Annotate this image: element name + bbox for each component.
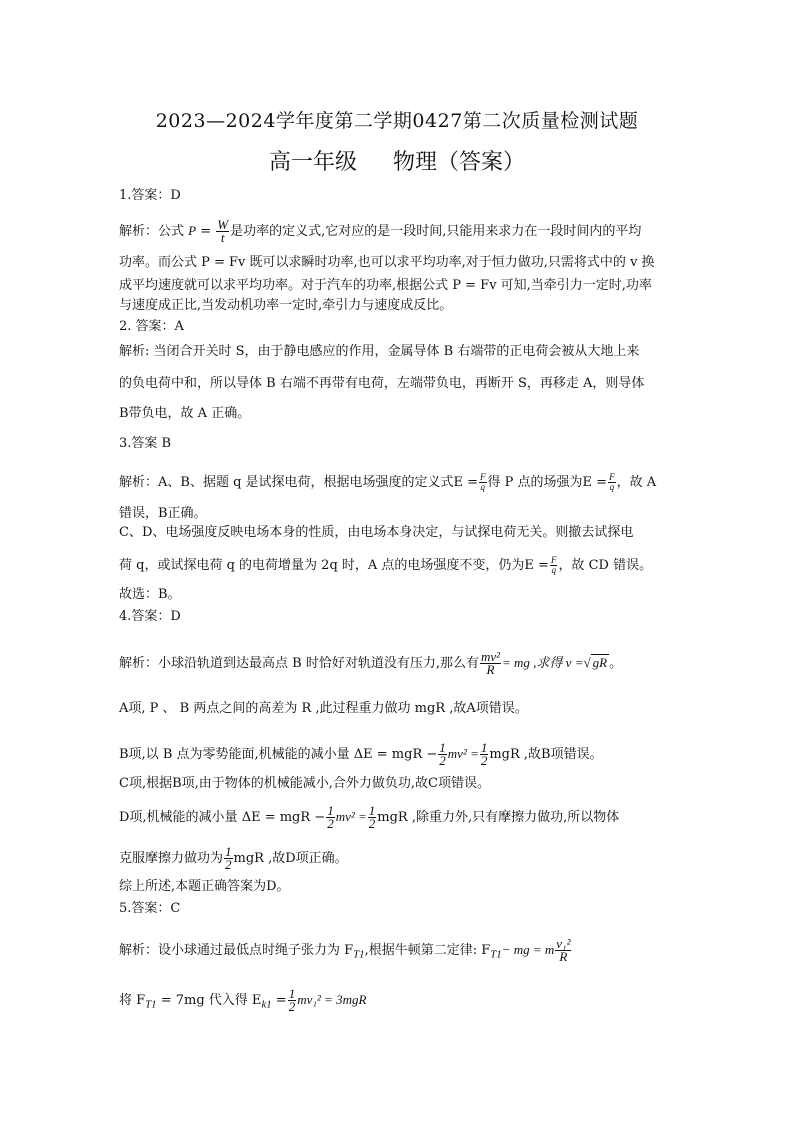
subscript: T1 [145,998,157,1011]
q3-answer: 3.答案 B [119,436,172,451]
frac-num: F [480,472,486,482]
q3-text: 得 P 点的场强为E = [487,475,608,490]
q4-sqrt-gr: √ gR [583,655,608,670]
frac-den: q [609,482,615,492]
frac-num: 1 [368,803,376,818]
frac-num: mv² [480,649,501,664]
q4-text: mgR ,除重力外,只有摩擦力做功,所以物体 [377,810,620,825]
frac-num: 1 [288,986,296,1001]
q4-text: mv² = [335,809,367,824]
frac-num: 1 [480,740,488,755]
q4-text: D项,机械能的减小量 ΔE = mgR − [119,810,326,825]
frac-num: v₁² [556,936,571,951]
q4-fraction-half [224,846,233,871]
q5-text: mv [297,992,313,1007]
q4-line-2: A项, P 、 B 两点之间的高差为 R ,此过程重力做功 mgR ,故A项错误。 [119,701,528,716]
q4-text: mgR ,故D项正确。 [233,851,348,866]
q3-text: 荷 q，或试探电荷 q 的电荷增量为 2q 时，A 点的电场强度不变，仍为E = [119,558,549,573]
frac-num: 1 [439,740,446,755]
q5-text: ,根据牛顿第二定律: F [364,943,491,958]
q3-text: ，故 CD 错误。 [558,558,653,573]
frac-num: 1 [327,803,334,818]
q4-fraction-half [480,742,489,767]
q1-line-3: 成平均速度就可以求平均功率。对于汽车的功率,根据公式 P = Fv 可知,当牵引力一定时,功率 [119,278,652,293]
q4-line-6 [119,846,679,871]
q4-text: 克服摩擦力做功为 [119,851,224,866]
q4-fraction-half [326,805,335,830]
q3-line-5: 故选：B。 [119,587,181,602]
q5-line-2 [119,988,679,1014]
q4-text: = mg ,求得 v = [502,655,584,670]
frac-den: 2 [288,999,296,1014]
frac-den: q [480,482,486,492]
q1-line-1 [119,219,679,244]
q2-line-2: 的负电荷中和，所以导体 B 右端不再带有电荷，左端带负电，再断开 S，再移走 A，则导体 [119,376,645,391]
q4-line-1 [119,651,679,676]
exam-title: 2023—2024学年度第二学期0427第二次质量检测试题 [155,110,639,132]
q3-fraction-f-q [479,473,487,492]
frac-num: F [609,472,615,482]
q5-text: = 7mg 代入得 E [156,993,262,1008]
sqrt-radicand: gR [592,655,608,670]
frac-num: W [217,217,229,232]
frac-den: 2 [439,753,446,768]
q4-fraction-mv2-r [480,651,501,676]
frac-num: F [550,555,557,565]
frac-num: 1 [225,844,232,859]
q3-line-1 [119,473,679,492]
q1-text: 是功率的定义式,它对应的是一段时间,只能用来求力在一段时间内的平均 [230,224,642,239]
frac-den: 2 [368,816,376,831]
frac-den: R [559,949,568,964]
subscript: ₁² [312,992,321,1007]
q5-answer: 5.答案：C [119,901,181,916]
q3-line-4 [119,556,679,575]
q4-line-7: 综上所述,本题正确答案为D。 [119,879,290,894]
frac-den: 2 [480,753,488,768]
frac-den: R [486,662,495,677]
q4-text: B项,以 B 点为零势能面,机械能的减小量 ΔE = mgR − [119,747,438,762]
q5-text: − mg = m [501,942,555,957]
q4-fraction-half [438,742,447,767]
q5-text: = [271,993,287,1008]
subscript: T1 [490,948,502,961]
q3-fraction-f-q [550,556,558,575]
exam-subtitle [0,145,794,176]
q2-line-3: B带负电，故 A 正确。 [119,406,251,421]
frac-den: t [220,230,225,245]
q1-equals: = [196,224,216,239]
q1-answer: 1.答案：D [119,188,181,203]
q5-fraction-half [288,988,297,1013]
grade-label: 高一年级 [268,150,357,175]
q5-line-1 [119,938,679,964]
frac-den: 2 [327,816,334,831]
frac-den: q [551,565,556,575]
q1-line-2: 功率。而公式 P = Fv 既可以求瞬时功率,也可以求平均功率,对于恒力做功,只需将式中的 v 换 [119,255,655,270]
subscript: T1 [353,948,365,961]
subscript: k1 [261,998,272,1011]
q3-line-2: 错误，B正确。 [119,506,207,521]
q1-symbol-p: P [188,223,197,238]
q4-fraction-half [368,805,377,830]
subject-label: 物理（答案） [393,150,526,175]
q4-text: 。 [609,656,623,671]
q5-text: 解析：设小球通过最低点时绳子张力为 F [119,943,354,958]
q3-fraction-f-q [608,473,616,492]
q4-text: mgR ,故B项错误。 [489,747,603,762]
q4-text: mv² = [447,746,479,761]
q2-line-1: 解析: 当闭合开关时 S，由于静电感应的作用，金属导体 B 右端带的正电荷会被从大地上来 [119,344,640,359]
q3-text: 解析：A、B、据题 q 是试探电荷，根据电场强度的定义式E = [119,475,479,490]
q2-answer: 2. 答案：A [119,319,184,334]
q1-fraction-w-t [216,219,229,244]
q4-answer: 4.答案：D [119,609,181,624]
q3-text: ，故 A [616,475,657,490]
q5-text: = 3mgR [320,992,367,1007]
frac-den: 2 [225,857,232,872]
q1-text: 解析：公式 [119,224,185,239]
q5-fraction-v1sq-r [555,938,571,963]
q1-line-4: 与速度成正比,当发动机功率一定时,牵引力与速度成反比。 [119,298,453,313]
q4-text: 解析：小球沿轨道到达最高点 B 时恰好对轨道没有压力,那么有 [119,656,479,671]
q4-line-3 [119,742,679,767]
q4-line-5 [119,805,679,830]
q3-line-3: C、D、电场强度反映电场本身的性质，由电场本身决定，与试探电荷无关。则撤去试探电 [119,525,634,540]
q5-text: 将 F [119,993,146,1008]
q4-line-4: C项,根据B项,由于物体的机械能减小,合外力做负功,故C项错误。 [119,776,490,791]
